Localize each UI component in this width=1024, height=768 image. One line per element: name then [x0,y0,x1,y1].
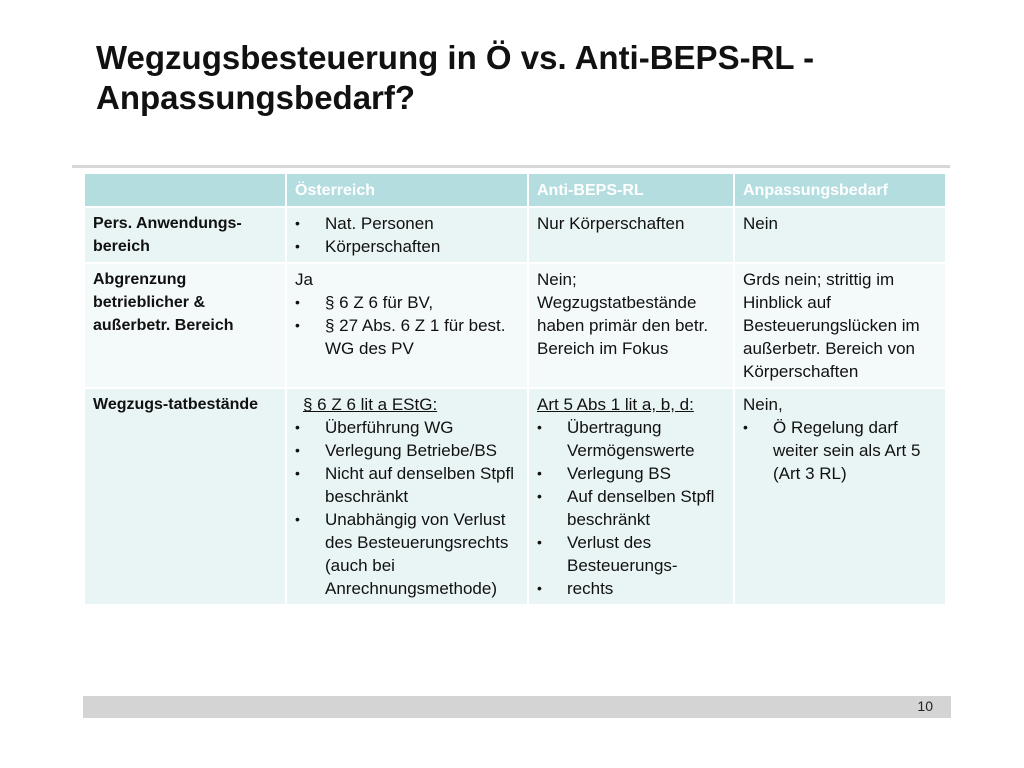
bullet-icon: • [537,465,542,481]
slide-title [96,38,976,118]
table-cell [529,208,733,262]
header-cell-anpassungsbedarf: Anpassungsbedarf [735,174,945,206]
row-label: Wegzugs-tatbestände [85,389,285,604]
bullet-item: • Verlegung Betriebe/BS [295,441,498,460]
bullet-icon: • [537,534,542,550]
title-divider [72,165,950,168]
bullet-item: • Verlust des Besteuerungs- [537,533,678,575]
table-cell [287,208,527,262]
table-cell [529,264,733,387]
bullet-list [295,416,519,600]
bullet-icon: • [537,488,542,504]
bullet-icon: • [295,442,300,458]
page-number: 10 [917,698,933,714]
bullet-item: • § 27 Abs. 6 Z 1 für best. WG des PV [295,316,506,358]
cell-text: Nein, [743,395,783,414]
table-cell [735,264,945,387]
bullet-item: • Nat. Personen [295,214,434,233]
table-cell [287,389,527,604]
bullet-list [743,416,937,485]
bullet-item: • Überführung WG [295,418,454,437]
bullet-item: • Nicht auf denselben Stpfl beschränkt [295,464,515,506]
bullet-icon: • [295,317,300,333]
bullet-item: • Ö Regelung darf weiter sein als Art 5 (Art 3 RL) [743,418,921,483]
bullet-item: • Unabhängig von Verlust des Besteuerungsrechts (auch bei Anrechnungsmethode) [295,510,509,598]
bullet-icon: • [537,580,542,596]
bullet-icon: • [295,294,300,310]
cell-text: Grds nein; strittig im Hinblick auf Besteuerungslücken im außerbetr. Bereich von Körperschaften [743,270,920,381]
bullet-item: • Übertragung Vermögenswerte [537,418,695,460]
bullet-icon: • [295,215,300,231]
bullet-item: • Verlegung BS [537,464,671,483]
comparison-table [83,172,947,606]
row-label: Abgrenzung betrieblicher & außerbetr. Bereich [85,264,285,387]
header-cell-oesterreich: Österreich [287,174,527,206]
bullet-icon: • [537,419,542,435]
slide-title-line-1: Wegzugsbesteuerung in Ö vs. Anti-BEPS-RL - [96,39,815,76]
footer-bar [83,696,951,718]
table-row [85,264,945,387]
table-cell [287,264,527,387]
cell-text: Nur Körperschaften [537,214,685,233]
bullet-list [295,291,519,360]
cell-text: Nein; Wegzugstatbestände haben primär den betr. Bereich im Fokus [537,270,709,358]
bullet-list [295,212,519,258]
slide-title-line-2: Anpassungsbedarf? [96,79,416,116]
header-cell-anti-beps-rl: Anti-BEPS-RL [529,174,733,206]
bullet-icon: • [743,419,748,435]
bullet-item: • § 6 Z 6 für BV, [295,293,434,312]
cell-text: Ja [295,270,313,289]
table-row [85,208,945,262]
bullet-item: • Auf denselben Stpfl beschränkt [537,487,715,529]
table-cell [735,389,945,604]
bullet-item: • Körperschaften [295,237,441,256]
bullet-list [537,416,725,600]
table-header-row [85,174,945,206]
row-label: Pers. Anwendungs-bereich [85,208,285,262]
bullet-item: • rechts [537,579,614,598]
bullet-icon: • [295,238,300,254]
cell-text: Nein [743,214,778,233]
header-cell-empty [85,174,285,206]
table-row [85,389,945,604]
bullet-icon: • [295,511,300,527]
bullet-icon: • [295,465,300,481]
cell-text: § 6 Z 6 lit a EStG: [303,395,438,414]
table-cell [529,389,733,604]
table-cell [735,208,945,262]
cell-text: Art 5 Abs 1 lit a, b, d: [537,395,694,414]
bullet-icon: • [295,419,300,435]
